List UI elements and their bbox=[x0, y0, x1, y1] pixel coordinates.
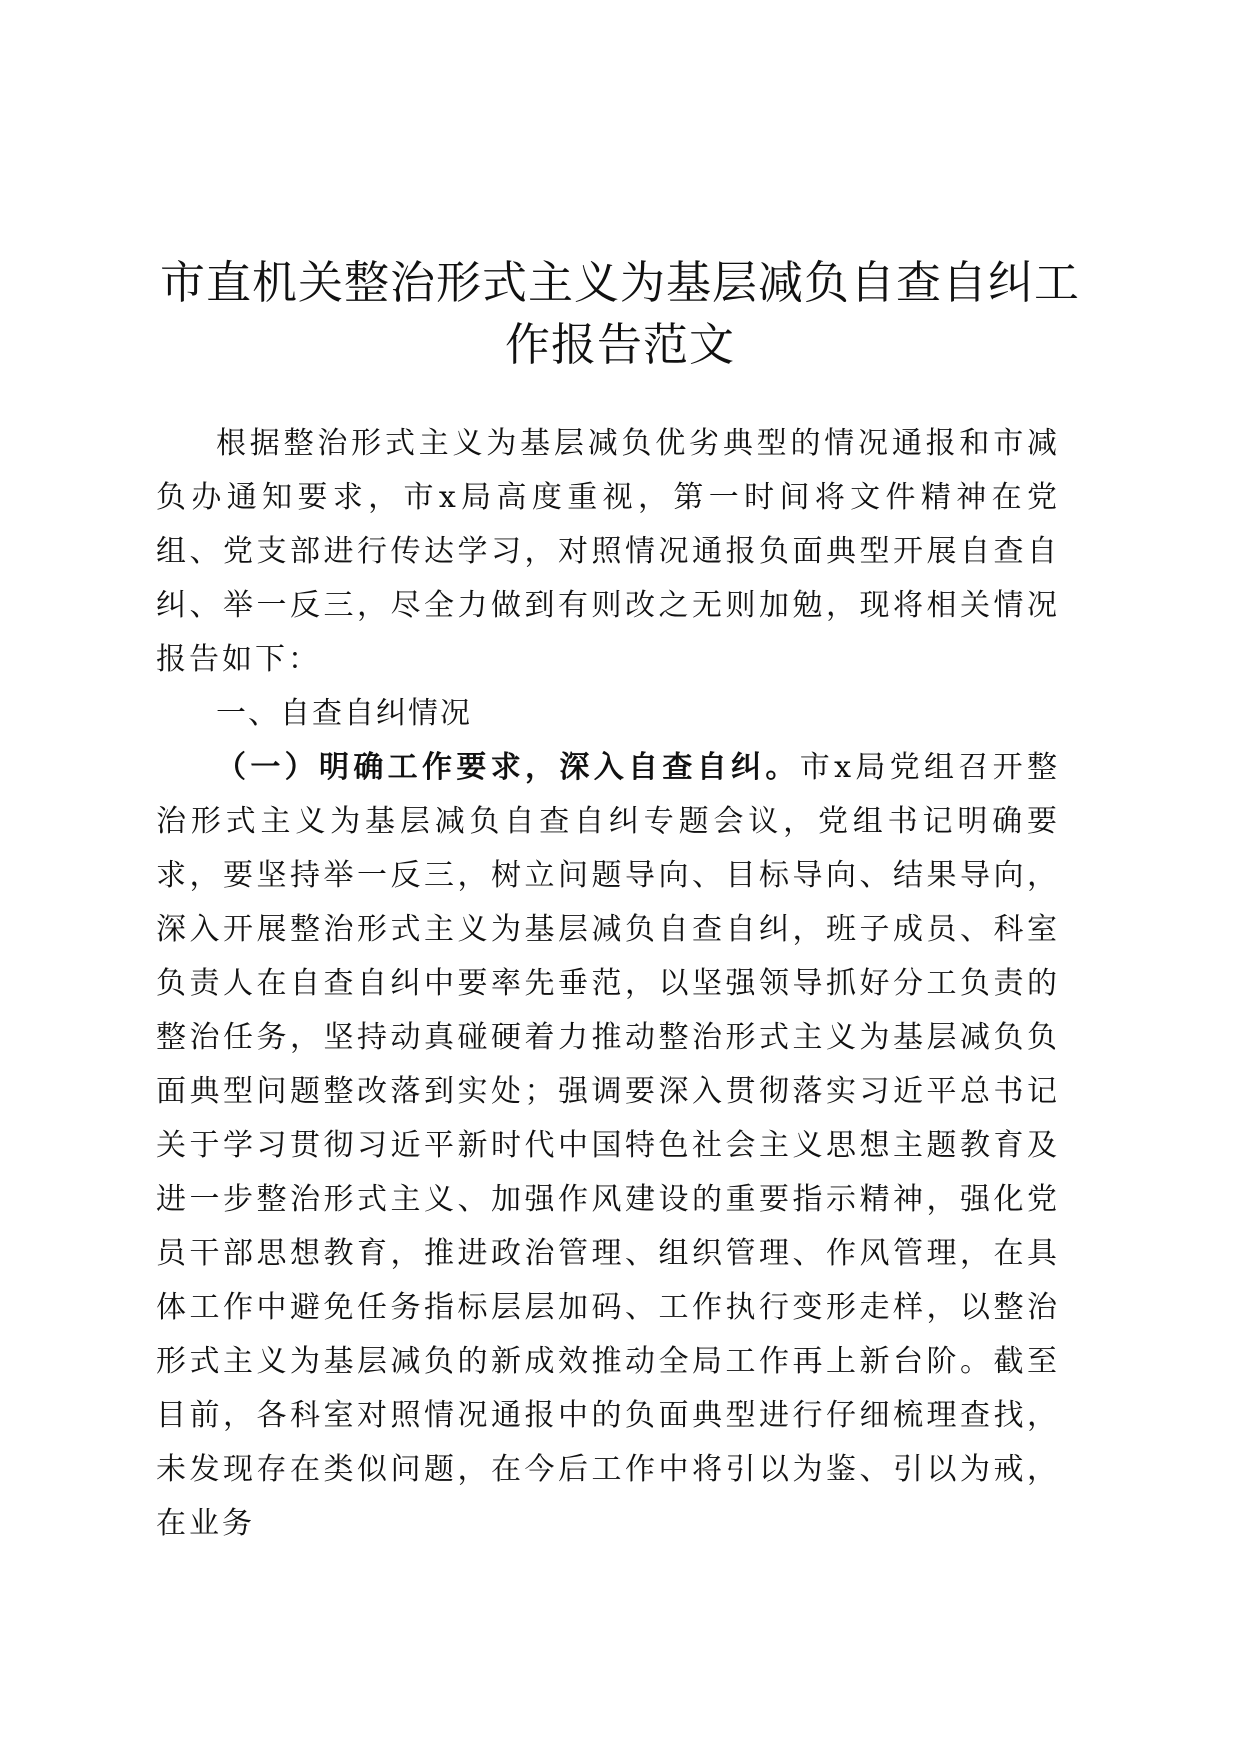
subsection-1-lead: （一）明确工作要求，深入自查自纠。 bbox=[216, 750, 800, 785]
title-line-2: 作报告范文 bbox=[504, 318, 735, 371]
section-heading-1: 一、自查自纠情况 bbox=[216, 696, 472, 731]
title-line-1: 市直机关整治形式主义为基层减负自查自纠工 bbox=[159, 256, 1080, 309]
subsection-1-paragraph bbox=[156, 741, 1060, 1551]
document-body bbox=[156, 417, 1060, 1551]
intro-paragraph: 根据整治形式主义为基层减负优劣典型的情况通报和市减负办通知要求，市x局高度重视，第一时间将文件精神在党组、党支部进行传达学习，对照情况通报负面典型开展自查自纠、举一反三，尽全力做到有则改之无则加勉，现将相关情况报告如下： bbox=[156, 426, 1060, 677]
document-title bbox=[150, 252, 1090, 376]
subsection-1-body: 市x局党组召开整治形式主义为基层减负自查自纠专题会议，党组书记明确要求，要坚持举一反三，树立问题导向、目标导向、结果导向，深入开展整治形式主义为基层减负自查自纠，班子成员、科室负责人在自查自纠中要率先垂范，以坚强领导抓好分工负责的整治任务，坚持动真碰硬着力推动整治形式主义为基层减负负面典型问题整改落到实处；强调要深入贯彻落实习近平总书记关于学习贯彻习近平新时代中国特色社会主义思想主题教育及进一步整治形式主义、加强作风建设的重要指示精神，强化党员干部思想教育，推进政治管理、组织管理、作风管理，在具体工作中避免任务指标层层加码、工作执行变形走样，以整治形式主义为基层减负的新成效推动全局工作再上新台阶。截至目前，各科室对照情况通报中的负面典型进行仔细梳理查找，未发现存在类似问题，在今后工作中将引以为鉴、引以为戒，在业务 bbox=[156, 750, 1061, 1541]
